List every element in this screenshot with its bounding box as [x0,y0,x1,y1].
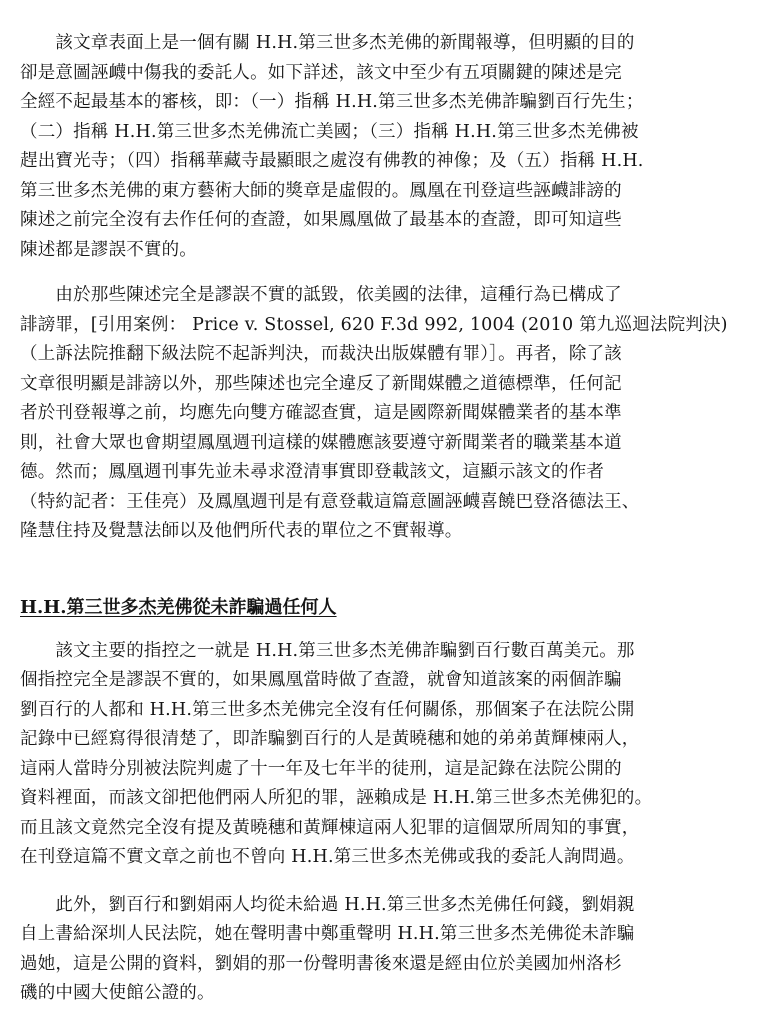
text-line: （上訴法院推翻下級法院不起訴判決，而裁決出版媒體有罪）］。再者，除了該 [20,344,622,364]
text-line: 該文章表面上是一個有關 H.H.第三世多杰羌佛的新聞報導，但明顯的目的 [20,33,635,53]
text-line: 自上書給深圳人民法院，她在聲明書中鄭重聲明 H.H.第三世多杰羌佛從未詐騙 [20,924,635,944]
text-line: 資料裡面，而該文卻把他們兩人所犯的罪，誣賴成是 H.H.第三世多杰羌佛犯的。 [20,788,653,808]
text-line: 全經不起最基本的審核，即：（一）指稱 H.H.第三世多杰羌佛詐騙劉百行先生； [20,92,644,112]
text-line: 該文主要的指控之一就是 H.H.第三世多杰羌佛詐騙劉百行數百萬美元。那 [20,640,635,661]
text-line: 卻是意圖誣衊中傷我的委託人。如下詳述，該文中至少有五項關鍵的陳述是完 [20,62,622,83]
text-line: 此外，劉百行和劉娟兩人均從未給過 H.H.第三世多杰羌佛任何錢，劉娟親 [20,894,635,915]
text-line: 德。然而；鳳凰週刊事先並未尋求澄清事實即登載該文，這顯示該文的作者 [20,462,605,482]
text-line: 陳述之前完全沒有去作任何的查證，如果鳳凰做了最基本的查證，即可知這些 [20,210,622,230]
text-line: 文章很明顯是誹謗以外，那些陳述也完全違反了新聞媒體之道德標準，任何記 [20,373,622,394]
text-line: （特約記者：王佳亮）及鳳凰週刊是有意登載這篇意圖誣衊喜饒巴登洛德法王、 [20,491,640,512]
text-line: 誹謗罪，[引用案例： Price v. Stossel, 620 F.3d 992, 1004 (2010 第九巡迴法院判決) [20,314,728,335]
text-line: 個指控完全是謬誤不實的，如果鳳凰當時做了查證，就會知道該案的兩個詐騙 [20,670,622,690]
text-line: 陳述都是謬誤不實的。 [20,239,197,260]
text-line: 者於刊登報導之前，均應先向雙方確認查實，這是國際新聞媒體業者的基本準 [20,403,622,423]
paragraph-fraud-claim [20,637,750,873]
text-line: 在刊登這篇不實文章之前也不曾向 H.H.第三世多杰羌佛或我的委託人詢問過。 [20,847,635,867]
text-line: 由於那些陳述完全是謬誤不實的詆毀，依美國的法律，這種行為已構成了 [20,285,622,305]
paragraph-defamation-overview [20,29,750,265]
text-line: 隆慧住持及覺慧法師以及他們所代表的單位之不實報導。 [20,521,463,541]
text-line: （二）指稱 H.H.第三世多杰羌佛流亡美國；（三）指稱 H.H.第三世多杰羌佛被 [20,121,639,142]
text-line: 則，社會大眾也會期望鳳凰週刊這樣的媒體應該要遵守新聞業者的職業基本道 [20,432,622,453]
text-line: 磯的中國大使館公證的。 [20,983,215,1003]
text-line: 劉百行的人都和 H.H.第三世多杰羌佛完全沒有任何關係，那個案子在法院公開 [20,699,635,720]
text-line: 而且該文竟然完全沒有提及黃曉穗和黃輝棟這兩人犯罪的這個眾所周知的事實， [20,817,640,838]
text-line: 過她，這是公開的資料，劉娟的那一份聲明書後來還是經由位於美國加州洛杉 [20,953,622,974]
paragraph-statement [20,891,750,1009]
text-line: 第三世多杰羌佛的東方藝術大師的獎章是虛假的。鳳凰在刊登這些誣衊誹謗的 [20,180,622,201]
section-heading: H.H.第三世多杰羌佛從未詐騙過任何人 [20,596,337,618]
text-line: 這兩人當時分別被法院判處了十一年及七年半的徒刑，這是記錄在法院公開的 [20,758,622,779]
text-line: 趕出寶光寺；（四）指稱華藏寺最顯眼之處沒有佛教的神像；及（五）指稱 H.H. [20,151,644,171]
paragraph-legal-basis [20,281,750,547]
text-line: 記錄中已經寫得很清楚了，即詐騙劉百行的人是黃曉穗和她的弟弟黃輝棟兩人， [20,729,640,749]
